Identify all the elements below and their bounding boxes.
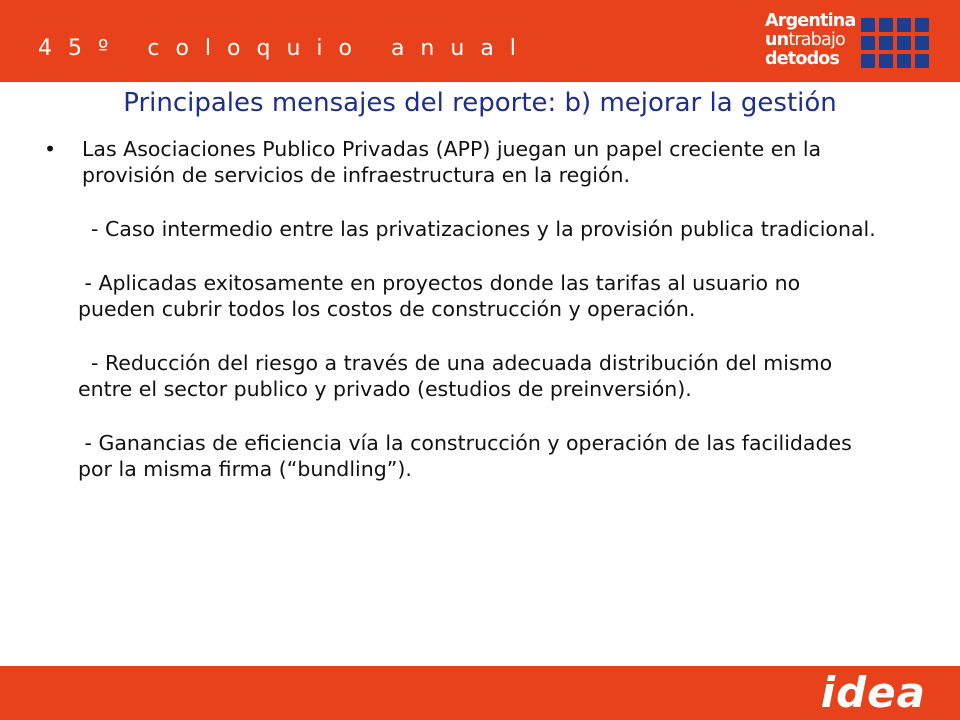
sub-point: - Ganancias de eficiencia vía la construcción y operación de las facilidades por la misma firma (“bundling”). (78, 431, 859, 481)
tractor-icon (861, 54, 875, 68)
slide-body (40, 136, 880, 482)
footer-bar (0, 666, 960, 720)
brand-logo (765, 12, 930, 74)
slide-title: Principales mensajes del reporte: b) mejorar la gestión (123, 88, 837, 118)
anchor-icon (897, 18, 911, 32)
health-icon (879, 54, 893, 68)
sub-point: - Aplicadas exitosamente en proyectos donde las tarifas al usuario no pueden cubrir todos los costos de construcción y operación. (78, 271, 807, 321)
brand-icon-grid (861, 18, 931, 68)
header-bar (0, 0, 960, 82)
phone-icon (897, 54, 911, 68)
building-icon (861, 18, 875, 32)
sub-point: - Caso intermedio entre las privatizaciones y la provisión publica tradicional. (78, 217, 876, 241)
book-icon (915, 36, 929, 50)
brand-wordmark (765, 12, 857, 69)
idea-logo: idea (820, 668, 926, 717)
brand-line-2: untrabajo (765, 30, 845, 50)
grid-icon (915, 18, 929, 32)
brand-line-3: detodos (765, 49, 840, 69)
road-icon (897, 36, 911, 50)
scale-icon (861, 36, 875, 50)
event-title: 45º coloquio anual (38, 36, 532, 61)
factory-icon (879, 18, 893, 32)
sub-point: - Reducción del riesgo a través de una adecuada distribución del mismo entre el sector publico y privado (estudios de preinversión). (78, 351, 839, 401)
main-point: Las Asociaciones Publico Privadas (APP) juegan un papel creciente en la provisión de servicios de infraestructura en la región. (82, 137, 822, 187)
bullet-item (40, 136, 880, 188)
bullet-icon: • (44, 137, 57, 161)
brand-line-1: Argentina (765, 11, 856, 31)
percent-icon (879, 36, 893, 50)
family-icon (915, 54, 929, 68)
